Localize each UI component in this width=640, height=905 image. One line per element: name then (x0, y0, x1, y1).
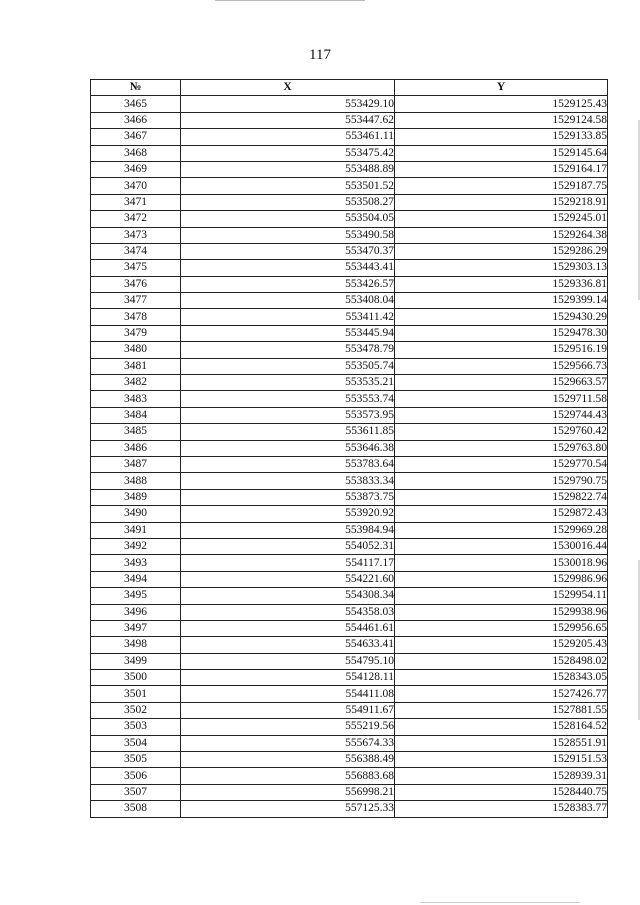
table-row (91, 555, 608, 571)
cell-y: 1528939.31 (395, 768, 608, 784)
cell-y: 1529145.64 (395, 145, 608, 161)
cell-number: 3498 (91, 637, 181, 653)
cell-number: 3496 (91, 604, 181, 620)
table-row (91, 161, 608, 177)
table-row (91, 768, 608, 784)
cell-y: 1529430.29 (395, 309, 608, 325)
table-row (91, 735, 608, 751)
cell-x: 553501.52 (181, 178, 395, 194)
cell-number: 3480 (91, 342, 181, 358)
cell-number: 3500 (91, 670, 181, 686)
scan-artifact-top (215, 0, 365, 1)
cell-y: 1528383.77 (395, 801, 608, 817)
column-header-x: X (181, 80, 395, 96)
cell-y: 1529954.11 (395, 588, 608, 604)
cell-number: 3490 (91, 506, 181, 522)
table-row (91, 620, 608, 636)
cell-number: 3502 (91, 702, 181, 718)
cell-x: 556998.21 (181, 784, 395, 800)
cell-number: 3478 (91, 309, 181, 325)
cell-y: 1529399.14 (395, 293, 608, 309)
cell-x: 554358.03 (181, 604, 395, 620)
cell-y: 1529336.81 (395, 276, 608, 292)
table-row (91, 637, 608, 653)
cell-y: 1529986.96 (395, 571, 608, 587)
cell-y: 1528551.91 (395, 735, 608, 751)
cell-y: 1529711.58 (395, 391, 608, 407)
cell-x: 553447.62 (181, 112, 395, 128)
table-row (91, 407, 608, 423)
table-row (91, 719, 608, 735)
cell-x: 554052.31 (181, 538, 395, 554)
cell-number: 3505 (91, 752, 181, 768)
cell-x: 553984.94 (181, 522, 395, 538)
cell-x: 554411.08 (181, 686, 395, 702)
table-row (91, 686, 608, 702)
table-row (91, 145, 608, 161)
cell-number: 3491 (91, 522, 181, 538)
cell-x: 553508.27 (181, 194, 395, 210)
cell-x: 553478.79 (181, 342, 395, 358)
table-row (91, 276, 608, 292)
cell-x: 553553.74 (181, 391, 395, 407)
cell-x: 553443.41 (181, 260, 395, 276)
table-row (91, 571, 608, 587)
table-row (91, 211, 608, 227)
table-row (91, 752, 608, 768)
cell-x: 554221.60 (181, 571, 395, 587)
cell-x: 553445.94 (181, 325, 395, 341)
cell-y: 1529164.17 (395, 161, 608, 177)
cell-number: 3494 (91, 571, 181, 587)
table-row (91, 424, 608, 440)
table-row (91, 702, 608, 718)
cell-x: 553461.11 (181, 129, 395, 145)
table-row (91, 784, 608, 800)
table-row (91, 670, 608, 686)
table-row (91, 375, 608, 391)
table-row (91, 260, 608, 276)
cell-x: 553535.21 (181, 375, 395, 391)
cell-y: 1529286.29 (395, 243, 608, 259)
cell-number: 3501 (91, 686, 181, 702)
table-row (91, 522, 608, 538)
cell-number: 3485 (91, 424, 181, 440)
cell-y: 1529303.13 (395, 260, 608, 276)
cell-number: 3482 (91, 375, 181, 391)
table-row (91, 293, 608, 309)
table-header (91, 80, 608, 96)
table-row (91, 227, 608, 243)
table-row (91, 440, 608, 456)
table-row (91, 309, 608, 325)
cell-y: 1530016.44 (395, 538, 608, 554)
cell-y: 1529133.85 (395, 129, 608, 145)
cell-x: 556388.49 (181, 752, 395, 768)
table-row (91, 112, 608, 128)
cell-y: 1527426.77 (395, 686, 608, 702)
cell-number: 3507 (91, 784, 181, 800)
cell-x: 553504.05 (181, 211, 395, 227)
table-row (91, 801, 608, 817)
cell-number: 3466 (91, 112, 181, 128)
cell-number: 3492 (91, 538, 181, 554)
table-row (91, 243, 608, 259)
table-row (91, 604, 608, 620)
cell-x: 553873.75 (181, 489, 395, 505)
cell-y: 1529744.43 (395, 407, 608, 423)
cell-y: 1529969.28 (395, 522, 608, 538)
cell-y: 1530018.96 (395, 555, 608, 571)
cell-number: 3477 (91, 293, 181, 309)
scan-artifact-bottom (420, 902, 580, 903)
cell-y: 1529770.54 (395, 456, 608, 472)
cell-number: 3483 (91, 391, 181, 407)
cell-number: 3506 (91, 768, 181, 784)
cell-y: 1529125.43 (395, 96, 608, 112)
table-row (91, 538, 608, 554)
cell-number: 3471 (91, 194, 181, 210)
cell-number: 3467 (91, 129, 181, 145)
cell-x: 556883.68 (181, 768, 395, 784)
cell-number: 3470 (91, 178, 181, 194)
cell-x: 553833.34 (181, 473, 395, 489)
cell-number: 3497 (91, 620, 181, 636)
cell-y: 1529790.75 (395, 473, 608, 489)
cell-number: 3508 (91, 801, 181, 817)
cell-x: 554633.41 (181, 637, 395, 653)
cell-x: 554117.17 (181, 555, 395, 571)
cell-y: 1529566.73 (395, 358, 608, 374)
cell-number: 3474 (91, 243, 181, 259)
table-row (91, 325, 608, 341)
table-row (91, 456, 608, 472)
cell-x: 553611.85 (181, 424, 395, 440)
table-row (91, 588, 608, 604)
cell-x: 554308.34 (181, 588, 395, 604)
cell-x: 553470.37 (181, 243, 395, 259)
cell-number: 3484 (91, 407, 181, 423)
table-row (91, 489, 608, 505)
cell-y: 1527881.55 (395, 702, 608, 718)
cell-y: 1529872.43 (395, 506, 608, 522)
table-row (91, 653, 608, 669)
table-body (91, 96, 608, 817)
cell-x: 553408.04 (181, 293, 395, 309)
cell-y: 1529124.58 (395, 112, 608, 128)
table-header-row (91, 80, 608, 96)
cell-x: 553573.95 (181, 407, 395, 423)
cell-y: 1529151.53 (395, 752, 608, 768)
coordinates-table (90, 79, 608, 818)
cell-number: 3475 (91, 260, 181, 276)
table-row (91, 96, 608, 112)
cell-number: 3486 (91, 440, 181, 456)
cell-y: 1529822.74 (395, 489, 608, 505)
cell-y: 1529218.91 (395, 194, 608, 210)
table-row (91, 342, 608, 358)
cell-y: 1528498.02 (395, 653, 608, 669)
cell-y: 1529187.75 (395, 178, 608, 194)
cell-y: 1529763.80 (395, 440, 608, 456)
cell-x: 553429.10 (181, 96, 395, 112)
cell-x: 553490.58 (181, 227, 395, 243)
cell-x: 553920.92 (181, 506, 395, 522)
cell-y: 1529245.01 (395, 211, 608, 227)
cell-y: 1528343.05 (395, 670, 608, 686)
cell-x: 554128.11 (181, 670, 395, 686)
cell-y: 1529938.96 (395, 604, 608, 620)
cell-y: 1529663.57 (395, 375, 608, 391)
cell-y: 1529205.43 (395, 637, 608, 653)
cell-number: 3481 (91, 358, 181, 374)
cell-y: 1529760.42 (395, 424, 608, 440)
cell-number: 3503 (91, 719, 181, 735)
table-row (91, 358, 608, 374)
cell-x: 554911.67 (181, 702, 395, 718)
cell-x: 557125.33 (181, 801, 395, 817)
cell-x: 555219.56 (181, 719, 395, 735)
cell-number: 3468 (91, 145, 181, 161)
cell-number: 3487 (91, 456, 181, 472)
cell-number: 3499 (91, 653, 181, 669)
cell-x: 554795.10 (181, 653, 395, 669)
cell-number: 3465 (91, 96, 181, 112)
cell-y: 1529516.19 (395, 342, 608, 358)
cell-y: 1529956.65 (395, 620, 608, 636)
cell-y: 1528440.75 (395, 784, 608, 800)
cell-number: 3472 (91, 211, 181, 227)
cell-x: 553475.42 (181, 145, 395, 161)
table-row (91, 194, 608, 210)
cell-number: 3488 (91, 473, 181, 489)
cell-x: 553411.42 (181, 309, 395, 325)
table-row (91, 473, 608, 489)
table-row (91, 391, 608, 407)
cell-x: 555674.33 (181, 735, 395, 751)
cell-y: 1529478.30 (395, 325, 608, 341)
cell-x: 553505.74 (181, 358, 395, 374)
cell-number: 3469 (91, 161, 181, 177)
table-row (91, 178, 608, 194)
cell-number: 3489 (91, 489, 181, 505)
cell-y: 1529264.38 (395, 227, 608, 243)
cell-x: 553783.64 (181, 456, 395, 472)
cell-number: 3473 (91, 227, 181, 243)
page-number: 117 (309, 47, 331, 63)
cell-x: 553426.57 (181, 276, 395, 292)
table-row (91, 506, 608, 522)
cell-x: 553488.89 (181, 161, 395, 177)
cell-x: 554461.61 (181, 620, 395, 636)
column-header-number: № (91, 80, 181, 96)
cell-number: 3495 (91, 588, 181, 604)
column-header-y: Y (395, 80, 608, 96)
cell-number: 3504 (91, 735, 181, 751)
cell-number: 3476 (91, 276, 181, 292)
cell-number: 3479 (91, 325, 181, 341)
table-row (91, 129, 608, 145)
cell-number: 3493 (91, 555, 181, 571)
cell-y: 1528164.52 (395, 719, 608, 735)
cell-x: 553646.38 (181, 440, 395, 456)
